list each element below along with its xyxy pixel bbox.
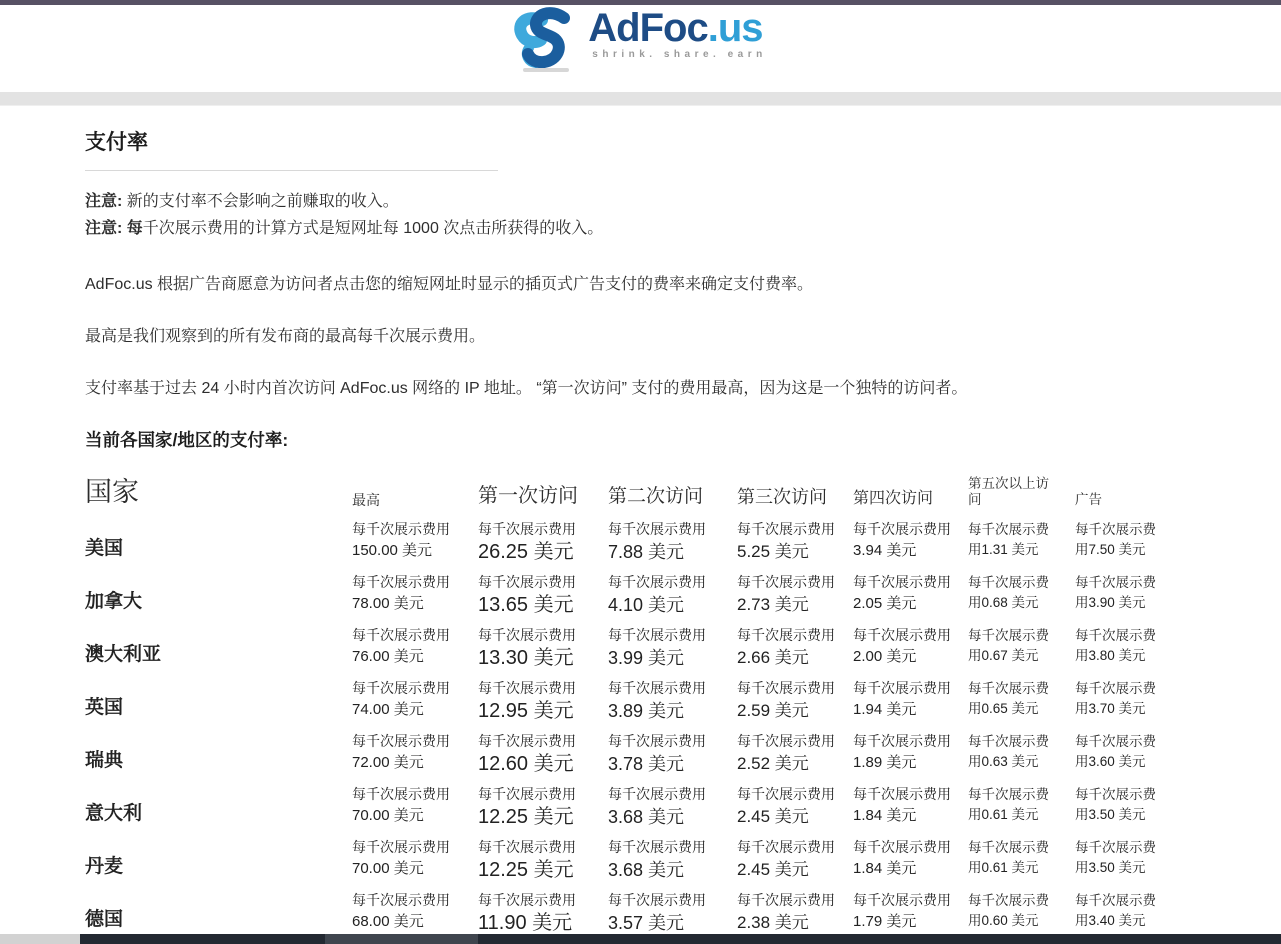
cpm-cell-v3 — [737, 732, 853, 785]
cpm-cell-v5: 每千次展示费用0.60 美元 — [968, 893, 1049, 928]
country-name: 意大利 — [85, 803, 143, 825]
cpm-value: 12.60 美元 — [478, 753, 574, 776]
cpm-value: 2.66 美元 — [737, 648, 809, 668]
logo-brand-text: AdFoc — [588, 6, 708, 50]
cpm-cell-v4 — [853, 573, 968, 626]
table-rows — [85, 520, 1180, 944]
cpm-cell-v3 — [737, 785, 853, 838]
cpm-label: 每千次展示费用 — [853, 786, 951, 803]
cpm-label: 每千次展示费用 — [853, 839, 951, 856]
logo-wordmark — [588, 8, 766, 48]
cpm-value: 72.00 美元 — [352, 754, 424, 772]
cpm-value: 7.88 美元 — [608, 542, 685, 563]
cpm-cell-v4 — [853, 626, 968, 679]
cpm-label: 每千次展示费用 — [352, 892, 450, 909]
cpm-cell-v5: 每千次展示费用0.63 美元 — [968, 734, 1049, 769]
cpm-cell-v3 — [737, 838, 853, 891]
cpm-cell-v3 — [737, 520, 853, 573]
cpm-value: 2.52 美元 — [737, 754, 809, 774]
cpm-value: 11.90 美元 — [478, 912, 573, 935]
cpm-label: 每千次展示费用 — [737, 733, 835, 750]
header-divider-band — [0, 92, 1281, 106]
cpm-value: 2.45 美元 — [737, 807, 809, 827]
cpm-cell-top — [352, 679, 478, 732]
note-bold-word: 每 — [122, 220, 143, 237]
table-row — [85, 679, 1180, 732]
cpm-label: 每千次展示费用 — [478, 574, 576, 591]
country-name: 英国 — [85, 697, 124, 719]
table-row — [85, 732, 1180, 785]
cpm-label: 每千次展示费用 — [853, 892, 951, 909]
scrollbar-thumb-highlight[interactable] — [325, 934, 478, 944]
page-title: 支付率 — [85, 126, 498, 171]
cpm-value: 2.38 美元 — [737, 913, 809, 933]
cpm-cell-v2 — [608, 838, 737, 891]
note-line-1 — [85, 188, 1281, 215]
cpm-value: 1.79 美元 — [853, 913, 917, 931]
cpm-value: 1.84 美元 — [853, 860, 917, 878]
cpm-label: 每千次展示费用 — [608, 733, 706, 750]
cpm-cell-top — [352, 785, 478, 838]
cpm-cell-ads: 每千次展示费用3.50 美元 — [1075, 787, 1156, 822]
cpm-label: 每千次展示费用 — [853, 574, 951, 591]
cpm-value: 4.10 美元 — [608, 595, 685, 616]
horizontal-scrollbar[interactable] — [0, 934, 1281, 944]
cpm-value: 3.68 美元 — [608, 807, 685, 828]
cpm-label: 每千次展示费用 — [737, 627, 835, 644]
cpm-cell-v3 — [737, 679, 853, 732]
logo-suffix-text: .us — [707, 6, 763, 50]
cpm-label: 每千次展示费用 — [853, 627, 951, 644]
country-name: 加拿大 — [85, 591, 143, 613]
cpm-cell-top — [352, 626, 478, 679]
note-prefix: 注意: — [85, 220, 123, 237]
country-name: 美国 — [85, 538, 124, 560]
cpm-value: 12.25 美元 — [478, 859, 574, 882]
cpm-value: 70.00 美元 — [352, 860, 424, 878]
cpm-value: 74.00 美元 — [352, 701, 424, 719]
cpm-label: 每千次展示费用 — [352, 733, 450, 750]
cpm-value: 68.00 美元 — [352, 913, 424, 931]
payout-rates-table — [85, 476, 1180, 944]
cpm-cell-v3 — [737, 573, 853, 626]
cpm-value: 2.05 美元 — [853, 595, 917, 613]
note-text: 千次展示费用的计算方式是短网址每 1000 次点击所获得的收入。 — [142, 220, 604, 237]
cpm-cell-v5: 每千次展示费用0.67 美元 — [968, 628, 1049, 663]
cpm-label: 每千次展示费用 — [352, 680, 450, 697]
cpm-cell-v2 — [608, 626, 737, 679]
cpm-value: 3.68 美元 — [608, 860, 685, 881]
cpm-label: 每千次展示费用 — [737, 892, 835, 909]
note-line-2 — [85, 215, 1281, 242]
cpm-cell-ads: 每千次展示费用3.70 美元 — [1075, 681, 1156, 716]
cpm-label: 每千次展示费用 — [478, 892, 576, 909]
notes-block — [85, 188, 1281, 242]
country-name: 德国 — [85, 909, 124, 931]
cpm-cell-v2 — [608, 679, 737, 732]
table-heading: 当前各国家/地区的支付率: — [85, 430, 289, 450]
cpm-label: 每千次展示费用 — [737, 521, 835, 538]
paragraph-rates-explanation: AdFoc.us 根据广告商愿意为访问者点击您的缩短网址时显示的插页式广告支付的费率来确定支付费率。 — [85, 276, 814, 293]
cpm-label: 每千次展示费用 — [608, 627, 706, 644]
cpm-cell-v5: 每千次展示费用0.65 美元 — [968, 681, 1049, 716]
cpm-value: 3.57 美元 — [608, 913, 685, 934]
cpm-cell-top — [352, 838, 478, 891]
cpm-value: 70.00 美元 — [352, 807, 424, 825]
note-prefix: 注意: — [85, 193, 123, 210]
cpm-label: 每千次展示费用 — [478, 680, 576, 697]
cpm-label: 每千次展示费用 — [478, 786, 576, 803]
cpm-cell-v4 — [853, 732, 968, 785]
cpm-label: 每千次展示费用 — [478, 839, 576, 856]
cpm-cell-top — [352, 732, 478, 785]
cpm-cell-ads: 每千次展示费用3.40 美元 — [1075, 893, 1156, 928]
cpm-value: 150.00 美元 — [352, 542, 433, 560]
column-header-ads: 广告 — [1075, 492, 1102, 508]
cpm-value: 5.25 美元 — [737, 542, 809, 562]
table-row — [85, 785, 1180, 838]
logo-text-block — [588, 6, 766, 60]
cpm-label: 每千次展示费用 — [608, 786, 706, 803]
site-header — [0, 5, 1281, 92]
cpm-cell-ads: 每千次展示费用3.60 美元 — [1075, 734, 1156, 769]
table-row — [85, 520, 1180, 573]
cpm-cell-v4 — [853, 838, 968, 891]
cpm-cell-v1 — [478, 626, 608, 679]
cpm-cell-ads: 每千次展示费用3.50 美元 — [1075, 840, 1156, 875]
cpm-cell-ads: 每千次展示费用7.50 美元 — [1075, 522, 1156, 557]
column-header-third-visit: 第三次访问 — [737, 486, 827, 507]
cpm-value: 1.84 美元 — [853, 807, 917, 825]
cpm-cell-v1 — [478, 679, 608, 732]
cpm-cell-v5: 每千次展示费用0.61 美元 — [968, 787, 1049, 822]
cpm-cell-v4 — [853, 785, 968, 838]
cpm-value: 2.45 美元 — [737, 860, 809, 880]
logo-shadow — [523, 68, 569, 72]
paragraph-ip-basis: 支付率基于过去 24 小时内首次访问 AdFoc.us 网络的 IP 地址。 “第一次访问” 支付的费用最高，因为这是一个独特的访问者。 — [85, 380, 968, 397]
cpm-label: 每千次展示费用 — [853, 733, 951, 750]
cpm-label: 每千次展示费用 — [352, 786, 450, 803]
cpm-value: 3.78 美元 — [608, 754, 685, 775]
logo-tagline: shrink. share. earn — [592, 49, 767, 60]
column-header-country: 国家 — [85, 477, 139, 507]
cpm-cell-v2 — [608, 573, 737, 626]
cpm-label: 每千次展示费用 — [352, 521, 450, 538]
country-name: 瑞典 — [85, 750, 124, 772]
cpm-cell-v1 — [478, 573, 608, 626]
cpm-label: 每千次展示费用 — [853, 680, 951, 697]
column-header-second-visit: 第二次访问 — [608, 485, 704, 507]
cpm-cell-v2 — [608, 732, 737, 785]
main-content — [0, 106, 1281, 944]
column-header-fifth-plus-visit: 第五次以上访问 — [968, 476, 1049, 508]
cpm-cell-top — [352, 520, 478, 573]
cpm-cell-v1 — [478, 785, 608, 838]
cpm-cell-v1 — [478, 838, 608, 891]
cpm-value: 2.00 美元 — [853, 648, 917, 666]
table-row — [85, 573, 1180, 626]
cpm-value: 13.30 美元 — [478, 647, 574, 670]
column-header-top: 最高 — [352, 491, 380, 508]
cpm-cell-v3 — [737, 626, 853, 679]
cpm-cell-v2 — [608, 520, 737, 573]
cpm-cell-top — [352, 573, 478, 626]
adfocus-s-swirl-icon — [514, 6, 580, 84]
country-name: 澳大利亚 — [85, 644, 162, 666]
cpm-value: 2.59 美元 — [737, 701, 809, 721]
adfocus-logo[interactable] — [514, 5, 766, 92]
cpm-cell-v1 — [478, 520, 608, 573]
cpm-label: 每千次展示费用 — [478, 627, 576, 644]
cpm-value: 1.94 美元 — [853, 701, 917, 719]
cpm-label: 每千次展示费用 — [737, 839, 835, 856]
cpm-value: 1.89 美元 — [853, 754, 917, 772]
cpm-value: 76.00 美元 — [352, 648, 424, 666]
cpm-label: 每千次展示费用 — [478, 733, 576, 750]
cpm-value: 12.25 美元 — [478, 806, 574, 829]
cpm-cell-ads: 每千次展示费用3.80 美元 — [1075, 628, 1156, 663]
cpm-label: 每千次展示费用 — [352, 839, 450, 856]
cpm-label: 每千次展示费用 — [352, 574, 450, 591]
table-row — [85, 838, 1180, 891]
table-row — [85, 626, 1180, 679]
cpm-value: 3.89 美元 — [608, 701, 685, 722]
cpm-cell-v2 — [608, 785, 737, 838]
country-name: 丹麦 — [85, 856, 124, 878]
paragraph-top-cpm: 最高是我们观察到的所有发布商的最高每千次展示费用。 — [85, 328, 486, 345]
cpm-label: 每千次展示费用 — [608, 680, 706, 697]
cpm-value: 2.73 美元 — [737, 595, 809, 615]
cpm-value: 78.00 美元 — [352, 595, 424, 613]
cpm-value: 3.94 美元 — [853, 542, 917, 560]
cpm-label: 每千次展示费用 — [737, 574, 835, 591]
column-header-first-visit: 第一次访问 — [478, 485, 578, 508]
cpm-label: 每千次展示费用 — [352, 627, 450, 644]
cpm-value: 12.95 美元 — [478, 700, 574, 723]
cpm-label: 每千次展示费用 — [737, 786, 835, 803]
cpm-cell-v5: 每千次展示费用0.68 美元 — [968, 575, 1049, 610]
cpm-cell-ads: 每千次展示费用3.90 美元 — [1075, 575, 1156, 610]
cpm-cell-v1 — [478, 732, 608, 785]
cpm-label: 每千次展示费用 — [608, 892, 706, 909]
cpm-value: 3.99 美元 — [608, 648, 685, 669]
cpm-label: 每千次展示费用 — [478, 521, 576, 538]
cpm-cell-v5: 每千次展示费用1.31 美元 — [968, 522, 1049, 557]
cpm-label: 每千次展示费用 — [608, 521, 706, 538]
cpm-value: 26.25 美元 — [478, 541, 574, 564]
cpm-value: 13.65 美元 — [478, 594, 574, 617]
table-header-row — [85, 476, 1180, 508]
cpm-label: 每千次展示费用 — [853, 521, 951, 538]
cpm-label: 每千次展示费用 — [608, 839, 706, 856]
scrollbar-thumb[interactable] — [80, 934, 1281, 944]
column-header-fourth-visit: 第四次访问 — [853, 490, 934, 508]
cpm-label: 每千次展示费用 — [608, 574, 706, 591]
cpm-label: 每千次展示费用 — [737, 680, 835, 697]
cpm-cell-v5: 每千次展示费用0.61 美元 — [968, 840, 1049, 875]
note-text: 新的支付率不会影响之前赚取的收入。 — [122, 193, 399, 210]
cpm-cell-v4 — [853, 520, 968, 573]
cpm-cell-v4 — [853, 679, 968, 732]
